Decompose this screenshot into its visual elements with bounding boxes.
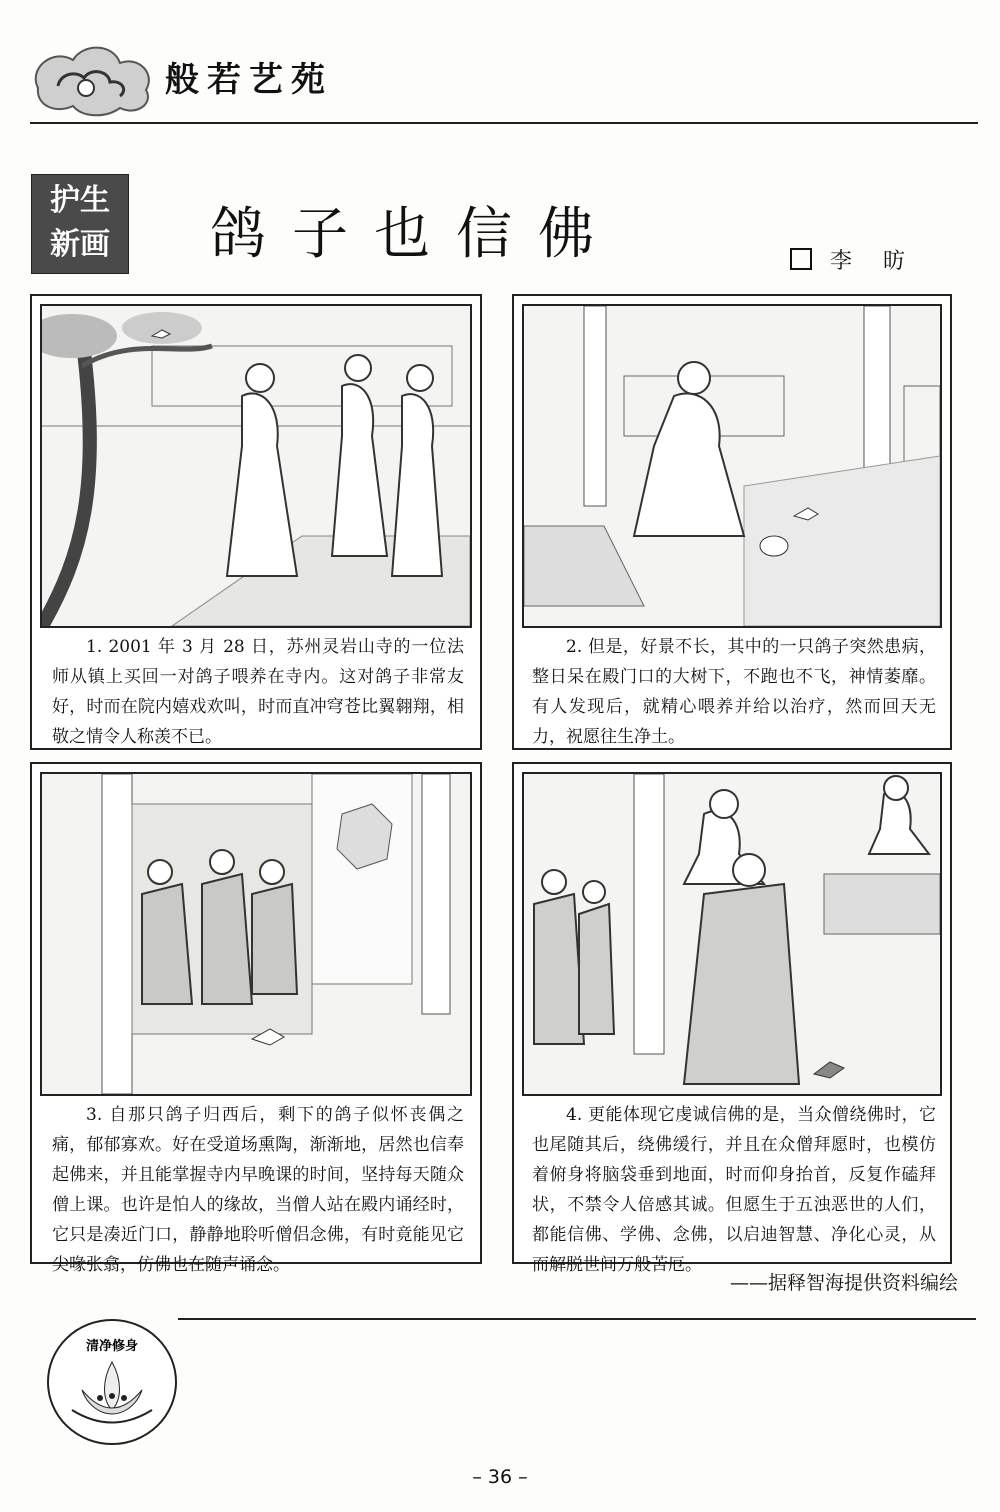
panel-4-illustration [522, 772, 942, 1096]
panel-1-illustration [40, 304, 472, 628]
footer-divider [178, 1318, 976, 1320]
header-divider [30, 122, 978, 124]
article-title: 鸽子也信佛 [210, 202, 620, 267]
comic-panel-4 [512, 762, 952, 1275]
series-tag [31, 174, 129, 274]
panel-4-caption: 4. 更能体现它虔诚信佛的是，当众僧绕佛时，它也尾随其后，绕佛缓行，并且在众僧拜愿时，也模仿着俯身将脑袋垂到地面，时而仰身抬首，反复作磕拜状，不禁令人倍感其诚。但愿生于五浊恶世的人们，都能信佛、学佛、念佛，以启迪智慧、净化心灵，从而解脱世间万般苦厄。 [532, 1105, 936, 1275]
lotus-seal-icon [42, 1310, 182, 1450]
author-name: 李 昉 [830, 249, 917, 274]
panel-2-caption: 2. 但是，好景不长，其中的一只鸽子突然患病，整日呆在殿门口的大树下，不跑也不飞，神情萎靡。有人发现后，就精心喂养并给以治疗，然而回天无力，祝愿往生净土。 [532, 637, 936, 747]
series-tag-line2: 新画 [50, 227, 110, 262]
comic-panel-2 [512, 294, 952, 750]
square-box-icon [790, 248, 812, 270]
cloud-logo-icon [28, 38, 158, 120]
panel-2-illustration [522, 304, 942, 628]
comic-panel-1 [30, 294, 482, 750]
panel-3-caption: 3. 自那只鸽子归西后，剩下的鸽子似怀丧偶之痛，郁郁寡欢。好在受道场熏陶，渐渐地，居然也信奉起佛来，并且能掌握寺内早晚课的时间，坚持每天随众僧上课。也许是怕人的缘故，当僧人站在殿内诵经时，它只是凑近门口，静静地聆听僧侣念佛，有时竟能见它尖喙张翕，仿佛也在随声诵念。 [52, 1105, 464, 1275]
panel-1-caption: 1. 2001 年 3 月 28 日，苏州灵岩山寺的一位法师从镇上买回一对鸽子喂养在寺内。这对鸽子非常友好，时而在院内嬉戏欢叫，时而直冲穹苍比翼翱翔，相敬之情令人称羡不已。 [52, 637, 464, 747]
panel-3-illustration [40, 772, 472, 1096]
seal-text: 清净修身 [85, 1339, 139, 1354]
page-number: – 36 – [472, 1466, 528, 1488]
credit-line: ——据释智海提供资料编绘 [729, 1272, 958, 1294]
page-header [0, 0, 1000, 130]
section-title: 般若艺苑 [165, 60, 333, 100]
comic-panel-3 [30, 762, 482, 1275]
author-byline [790, 244, 917, 275]
series-tag-line1: 护生 [50, 183, 110, 218]
